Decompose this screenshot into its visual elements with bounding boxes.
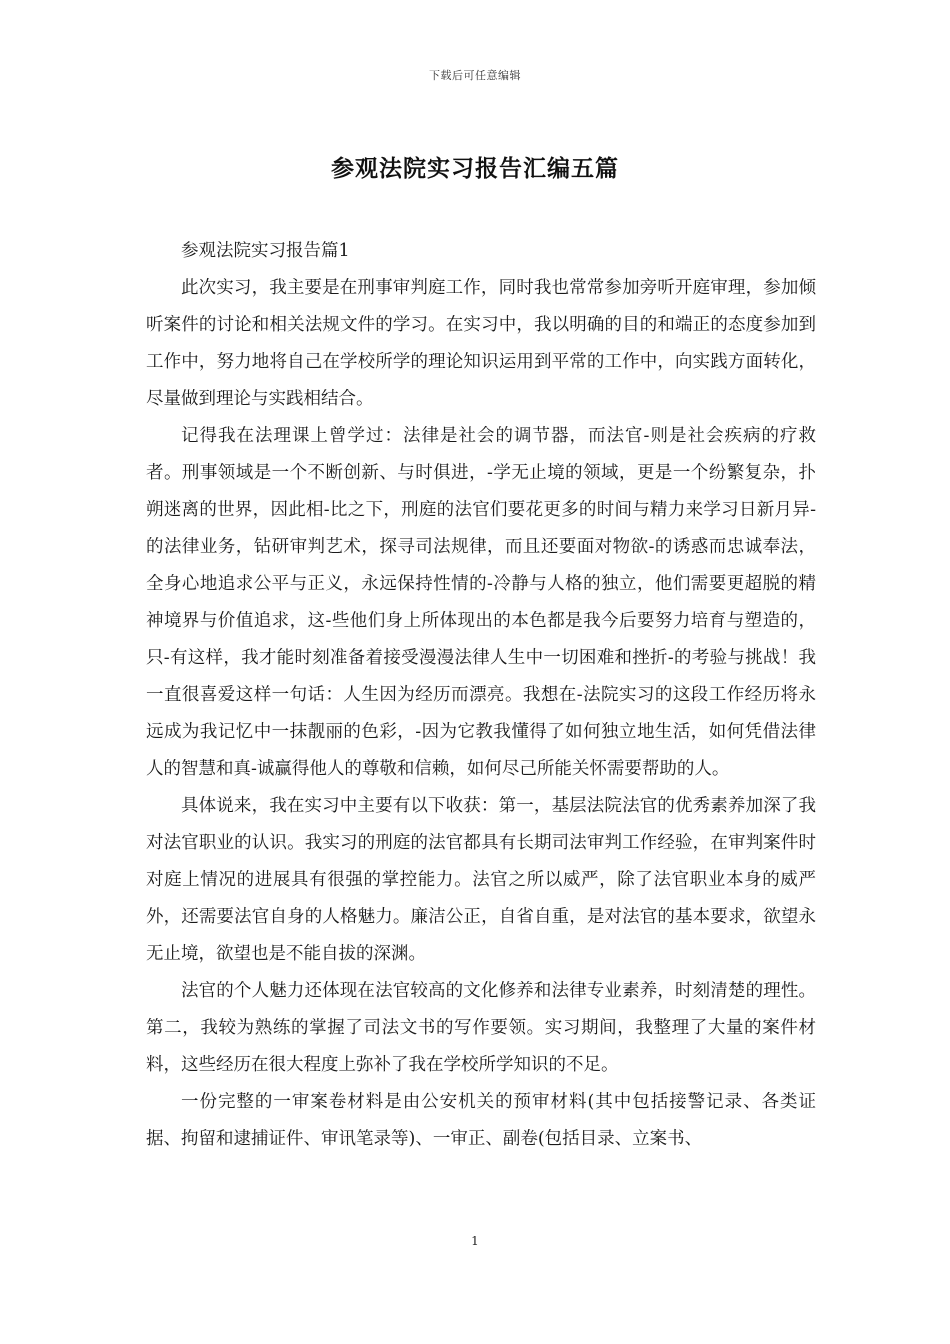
paragraph: 记得我在法理课上曾学过：法律是社会的调节器，而法官-则是社会疾病的疗救者。刑事领域是一个不断创新、与时俱进，-学无止境的领域，更是一个纷繁复杂，扑朔迷离的世界，因此相-比之下，刑庭的法官们要花更多的时间与精力来学习日新月异-的法律业务，钻研审判艺术，探寻司法规律，而且还要面对物欲-的诱惑而忠诚奉法，全身心地追求公平与正义，永远保持性情的-冷静与人格的独立，他们需要更超脱的精神境界与价值追求，这-些他们身上所体现出的本色都是我今后要努力培育与塑造的，只-有这样，我才能时刻准备着接受漫漫法律人生中一切困难和挫折-的考验与挑战！我一直很喜爱这样一句话：人生因为经历而漂亮。我想在-法院实习的这段工作经历将永远成为我记忆中一抹靓丽的色彩，-因为它教我懂得了如何独立地生活，如何凭借法律人的智慧和真-诚赢得他人的尊敬和信赖，如何尽己所能关怀需要帮助的人。 <box>146 426 816 779</box>
paragraph: 法官的个人魅力还体现在法官较高的文化修养和法律专业素养，时刻清楚的理性。第二，我较为熟练的掌握了司法文书的写作要领。实习期间，我整理了大量的案件材料，这些经历在很大程度上弥补了我在学校所学知识的不足。 <box>146 981 816 1075</box>
paragraph: 具体说来，我在实习中主要有以下收获：第一，基层法院法官的优秀素养加深了我对法官职业的认识。我实习的刑庭的法官都具有长期司法审判工作经验，在审判案件时对庭上情况的进展具有很强的掌控能力。法官之所以威严，除了法官职业本身的威严外，还需要法官自身的人格魅力。廉洁公正，自省自重，是对法官的基本要求，欲望永无止境，欲望也是不能自拔的深渊。 <box>146 796 816 964</box>
paragraph: 此次实习，我主要是在刑事审判庭工作，同时我也常常参加旁听开庭审理，参加倾听案件的讨论和相关法规文件的学习。在实习中，我以明确的目的和端正的态度参加到工作中，努力地将自己在学校所学的理论知识运用到平常的工作中，向实践方面转化，尽量做到理论与实践相结合。 <box>146 278 816 409</box>
paragraph: 一份完整的一审案卷材料是由公安机关的预审材料(其中包括接警记录、各类证据、拘留和逮捕证件、审讯笔录等)、一审正、副卷(包括目录、立案书、 <box>146 1092 816 1149</box>
header-note: 下载后可任意编辑 <box>429 69 521 82</box>
page-number: 1 <box>471 1234 479 1248</box>
section-heading: 参观法院实习报告篇1 <box>181 241 350 261</box>
document-title: 参观法院实习报告汇编五篇 <box>331 155 619 182</box>
document-body <box>146 233 816 1158</box>
